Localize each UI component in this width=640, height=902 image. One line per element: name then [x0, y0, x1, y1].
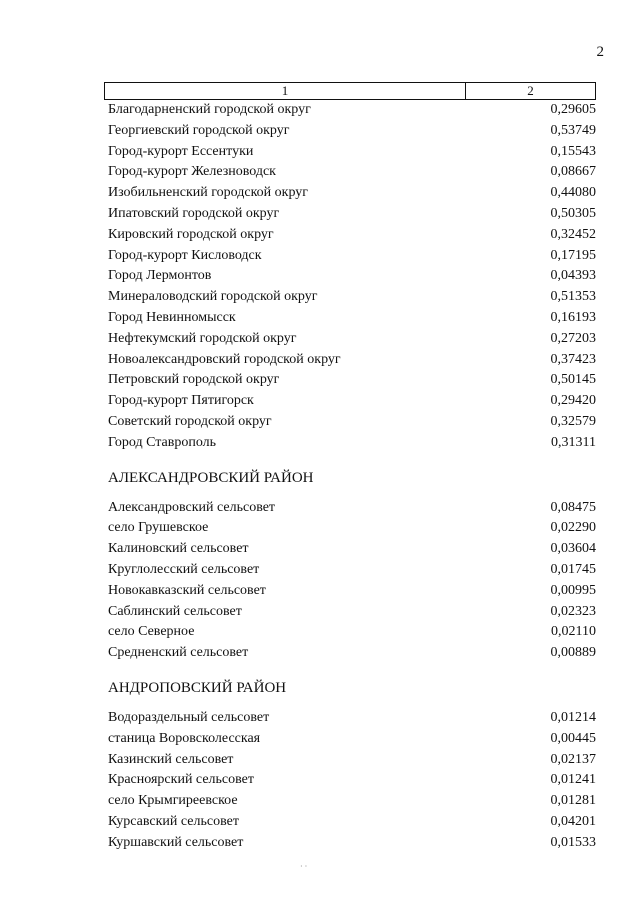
table-row — [108, 266, 596, 287]
row-name: Город Ставрополь — [108, 434, 217, 450]
table-row — [108, 100, 596, 121]
table-row — [108, 433, 596, 454]
table-row — [108, 225, 596, 246]
row-value: 0,00445 — [550, 730, 596, 746]
row-name: Казинский сельсовет — [108, 751, 234, 767]
row-name: станица Воровсколесская — [108, 730, 261, 746]
table-header-col2: 2 — [527, 83, 534, 98]
table-row — [108, 518, 596, 539]
row-value: 0,01214 — [550, 709, 596, 725]
row-name: Благодарненский городской округ — [108, 102, 311, 117]
row-value: 0,29605 — [550, 102, 596, 117]
table-row — [108, 287, 596, 308]
row-name: Водораздельный сельсовет — [108, 709, 270, 725]
row-value: 0,50305 — [550, 205, 596, 221]
row-value: 0,01241 — [550, 772, 596, 788]
row-value: 0,51353 — [550, 289, 596, 305]
row-name: Георгиевский городской округ — [108, 122, 290, 138]
section-title: АЛЕКСАНДРОВСКИЙ РАЙОН — [108, 469, 314, 486]
row-name: село Крымгиреевское — [108, 793, 238, 809]
table-row — [108, 602, 596, 623]
row-name: Саблинский сельсовет — [108, 603, 242, 619]
row-name: Красноярский сельсовет — [108, 772, 254, 788]
table-row — [108, 246, 596, 267]
row-name: Город-курорт Железноводск — [108, 164, 276, 180]
table-row — [108, 329, 596, 350]
row-name: Нефтекумский городской округ — [108, 330, 297, 346]
row-name: Кировский городской округ — [108, 226, 274, 242]
row-value: 0,37423 — [550, 351, 596, 367]
table-row — [108, 539, 596, 560]
row-name: Изобильненский городской округ — [108, 185, 309, 201]
row-value: 0,15543 — [550, 143, 596, 159]
table-row — [108, 412, 596, 433]
row-value: 0,32452 — [550, 226, 596, 242]
table-row — [108, 204, 596, 225]
table-header — [104, 82, 596, 100]
row-value: 0,02110 — [551, 624, 596, 640]
row-name: Новоалександровский городской округ — [108, 351, 341, 367]
table-row — [108, 643, 596, 664]
section-title: АНДРОПОВСКИЙ РАЙОН — [108, 679, 287, 696]
page-number: 2 — [596, 44, 604, 60]
row-name: Калиновский сельсовет — [108, 541, 249, 557]
row-value: 0,02290 — [550, 520, 596, 536]
table-row — [108, 622, 596, 643]
table-row — [108, 370, 596, 391]
row-value: 0,08475 — [550, 499, 596, 515]
row-name: Советский городской округ — [108, 413, 272, 429]
row-name: село Северное — [108, 624, 195, 640]
table-row — [108, 308, 596, 329]
table-row — [108, 121, 596, 142]
table-row — [108, 581, 596, 602]
table-row — [108, 770, 596, 791]
scan-artifact: · · — [300, 862, 308, 871]
row-value: 0,04201 — [550, 813, 596, 829]
row-name: Новокавказский сельсовет — [108, 582, 266, 598]
row-value: 0,01533 — [550, 834, 596, 850]
row-value: 0,32579 — [550, 413, 596, 429]
table-body — [108, 100, 596, 854]
table-header-col1: 1 — [105, 83, 466, 99]
row-name: Курсавский сельсовет — [108, 813, 239, 829]
row-value: 0,31311 — [551, 434, 596, 450]
row-name: Город-курорт Кисловодск — [108, 247, 262, 263]
row-value: 0,00889 — [550, 645, 596, 661]
table-row — [108, 729, 596, 750]
row-value: 0,50145 — [550, 372, 596, 388]
table-row — [108, 142, 596, 163]
row-value: 0,29420 — [550, 393, 596, 409]
table-row — [108, 498, 596, 519]
row-value: 0,16193 — [550, 309, 596, 325]
row-value: 0,01745 — [550, 561, 596, 577]
row-value: 0,08667 — [550, 164, 596, 180]
row-name: Круглолесский сельсовет — [108, 561, 260, 577]
row-value: 0,17195 — [550, 247, 596, 263]
row-value: 0,01281 — [550, 793, 596, 809]
row-name: Минераловодский городской округ — [108, 289, 318, 305]
table-row — [108, 350, 596, 371]
row-value: 0,04393 — [550, 268, 596, 284]
row-value: 0,27203 — [550, 330, 596, 346]
row-name: Город-курорт Пятигорск — [108, 393, 254, 409]
row-name: Александровский сельсовет — [108, 499, 276, 515]
row-value: 0,03604 — [550, 541, 596, 557]
row-name: Город Лермонтов — [108, 268, 212, 284]
row-name: Петровский городской округ — [108, 372, 280, 388]
table-row — [108, 708, 596, 729]
row-name: Город-курорт Ессентуки — [108, 143, 254, 159]
table-row — [108, 812, 596, 833]
table-row — [108, 391, 596, 412]
table-row — [108, 833, 596, 854]
table-row — [108, 560, 596, 581]
table-row — [108, 750, 596, 771]
row-name: Средненский сельсовет — [108, 645, 249, 661]
row-name: Ипатовский городской округ — [108, 205, 280, 221]
table-row — [108, 183, 596, 204]
row-name: Город Невинномысск — [108, 309, 236, 325]
row-value: 0,53749 — [550, 122, 596, 138]
row-value: 0,44080 — [550, 185, 596, 201]
row-value: 0,00995 — [550, 582, 596, 598]
row-value: 0,02323 — [550, 603, 596, 619]
row-name: Куршавский сельсовет — [108, 834, 244, 850]
row-name: село Грушевское — [108, 520, 209, 536]
row-value: 0,02137 — [550, 751, 596, 767]
table-row — [108, 791, 596, 812]
table-row — [108, 162, 596, 183]
